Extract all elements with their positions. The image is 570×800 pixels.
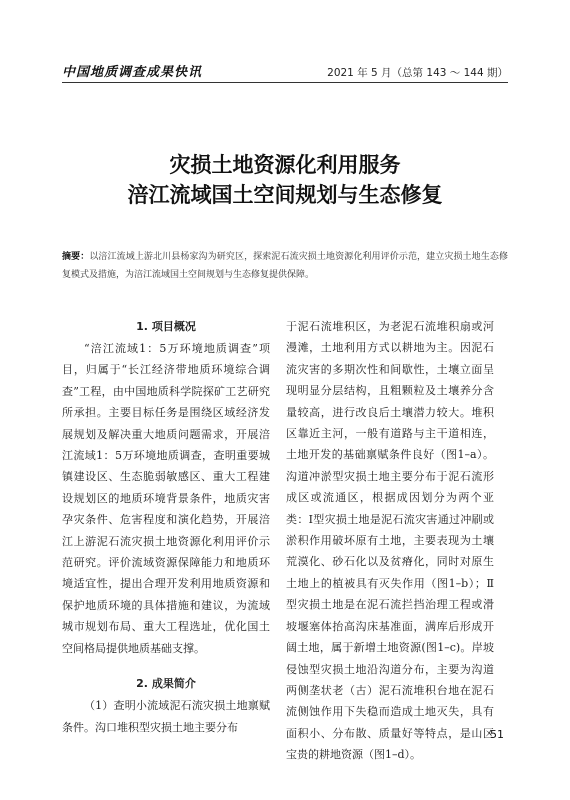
left-column — [62, 316, 270, 738]
section-1-paragraph: “涪江流域1：5万环境地质调查”项目，归属于“长江经济带地质环境综合调查”工程，由中国地质科学院探矿工艺研究所承担。主要目标任务是围绕区域经济发展规划及解决重大地质问题需求，开展涪江流域1：5万环境地质调查，查明重要城镇建设区、生态脆弱敏感区、重大工程建设规划区的地质环境背景条件，地质灾害孕灾条件、危害程度和演化趋势，开展涪江上游泥石流灾损土地资源化利用评价示范研究。评价流域资源保障能力和地质环境适宜性，提出合理开发利用地质资源和保护地质环境的具体措施和建议，为流域城市规划布局、重大工程选址，优化国土空间格局提供地质基础支撑。 — [62, 342, 270, 655]
section-2-paragraph-part-2: 于泥石流堆积区，为老泥石流堆积扇或河漫滩，土地利用方式以耕地为主。因泥石流灾害的多期次性和间歇性，土壤立面呈现明显分层结构，且粗颗粒及土壤养分含量较高，进行改良后土壤潜力较大。堆积区靠近主河，一般有道路与主干道相连，土地开发的基础禀赋条件良好（图1–a）。沟道冲淤型灾损土地主要分布于泥石流形成区或流通区，根据成因划分为两个亚类：Ⅰ型灾损土地是泥石流灾害通过冲刷或淤积作用破坏原有土地，主要表现为土壤荒漠化、砂石化以及贫瘠化，同时对原生土地上的植被具有灭失作用（图1–b）；Ⅱ型灾损土地是在泥石流拦挡治理工程或滑坡堰塞体抬高沟床基准面，满库后形成开阔土地，属于新增土地资源(图1–c)。岸坡侵蚀型灾损土地沿沟道分布，主要为沟道两侧垄状老（古）泥石流堆积台地在泥石流侧蚀作用下失稳而造成土地灭失，具有面积小、分布散、质量好等特点，是山区宝贵的耕地资源（图1–d）。 — [286, 320, 494, 762]
running-header — [62, 58, 508, 80]
title-line-1: 灾损土地资源化利用服务 — [169, 153, 401, 177]
abstract-text: 以涪江流域上游北川县杨家沟为研究区，探索泥石流灾损土地资源化利用评价示范，建立灾损土地生态修复模式及措施，为涪江流域国土空间规划与生态修复提供保障。 — [62, 252, 508, 280]
article-title — [0, 150, 570, 210]
abstract — [62, 248, 508, 284]
section-2-title: 2. 成果简介 — [136, 677, 196, 691]
issue-info: 2021 年 5 月（总第 143 ～ 144 期） — [327, 67, 508, 79]
section-1-title: 1. 项目概况 — [136, 320, 196, 333]
right-column — [286, 316, 494, 766]
page-number: 51 — [490, 728, 504, 741]
journal-name: 中国地质调查成果快讯 — [62, 65, 203, 80]
title-line-2: 涪江流域国土空间规划与生态修复 — [127, 183, 443, 207]
abstract-label: 摘要： — [62, 252, 90, 262]
section-2-paragraph-part-1: （1）查明小流域泥石流灾损土地禀赋条件。沟口堆积型灾损土地主要分布 — [62, 699, 270, 734]
header-rule — [62, 82, 508, 83]
